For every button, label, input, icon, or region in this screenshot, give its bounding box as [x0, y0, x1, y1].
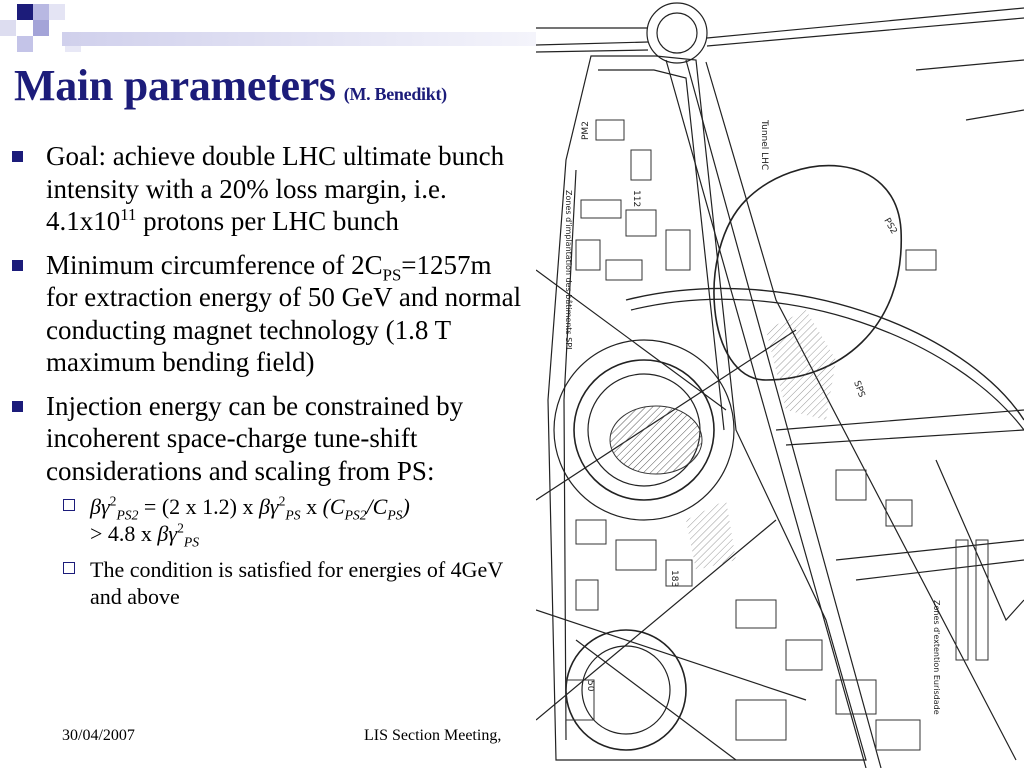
f-x: x — [300, 494, 323, 519]
sub-bullet-list — [46, 493, 528, 610]
f-ratio-slash: /C — [366, 494, 388, 519]
bullet-goal — [8, 140, 528, 238]
bullet-injection-text: Injection energy can be constrained by incoherent space-charge tune-shift considerations and scaling from PS: — [46, 390, 464, 486]
corner-square-6 — [17, 36, 33, 52]
label-sps: SPS — [851, 379, 867, 399]
title-credit: (M. Benedikt) — [343, 84, 447, 104]
bullet-goal-sup: 11 — [120, 205, 137, 224]
title-text: Main parameters — [14, 61, 336, 110]
bullet-goal-suffix: protons per LHC bunch — [136, 206, 399, 236]
hollow-square-bullet-icon — [63, 562, 75, 574]
hollow-square-bullet-icon — [63, 499, 75, 511]
footer-meeting: LIS Section Meeting, — [364, 727, 502, 744]
f-ps-1: PS — [285, 507, 301, 523]
footer-date: 30/04/2007 — [62, 727, 135, 744]
label-183: 183 — [669, 570, 679, 588]
f-ps2-1: PS2 — [116, 507, 139, 523]
corner-square-4 — [0, 20, 16, 36]
label-ps2: PS2 — [881, 216, 899, 237]
corner-square-3 — [49, 4, 65, 20]
f-sq-3: 2 — [177, 520, 184, 536]
label-112: 112 — [631, 190, 641, 208]
bullet-circ-prefix: Minimum circumference of 2C — [46, 249, 383, 280]
f-ps-3: PS — [183, 534, 200, 550]
sub-bullet-condition-text: The condition is satisfied for energies of 4GeV and above — [90, 557, 503, 609]
label-zones-eur: Zones d'extention Eurisdade — [932, 600, 941, 715]
f-eq: = (2 x 1.2) x — [138, 494, 259, 519]
label-zones-spl: Zones d'implantation des bâtiments SPL — [564, 190, 573, 352]
title-rule — [62, 32, 536, 46]
f-bg-3: βγ — [157, 521, 178, 546]
label-50: 50 — [585, 680, 595, 692]
bullet-circumference — [8, 249, 528, 379]
sub-bullet-formula — [46, 493, 528, 550]
f-ratio-close: ) — [402, 494, 410, 519]
corner-square-1 — [17, 4, 33, 20]
f-sq-2: 2 — [278, 493, 286, 509]
f-gt: > 4.8 x — [90, 521, 158, 546]
sub-bullet-condition — [46, 556, 528, 610]
f-ratio-open: (C — [322, 494, 345, 519]
square-bullet-icon — [12, 260, 23, 271]
f-bg-1: βγ — [90, 494, 110, 519]
square-bullet-icon — [12, 401, 23, 412]
f-sq-1: 2 — [109, 493, 117, 509]
bullet-circ-sub: PS — [382, 264, 402, 284]
corner-square-5 — [33, 20, 49, 36]
bullet-list — [8, 140, 528, 621]
corner-square-2 — [33, 4, 49, 20]
bullet-goal-prefix: Goal: achieve double LHC ultimate bunch intensity with a 20% loss margin, i.e. 4.1x10 — [46, 141, 505, 236]
f-ps2-2: PS2 — [344, 507, 367, 523]
site-map — [536, 0, 1024, 768]
label-tunnel: Tunnel LHC — [759, 120, 769, 171]
bullet-circ-suffix: =1257m for extraction energy of 50 GeV and normal conducting magnet technology (1.8 T maximum bending field) — [46, 249, 522, 377]
slide-title — [14, 60, 447, 111]
f-ps-2: PS — [387, 507, 403, 523]
label-pm2: PM2 — [581, 121, 591, 140]
square-bullet-icon — [12, 151, 23, 162]
bullet-injection — [8, 390, 528, 611]
f-bg-2: βγ — [258, 494, 279, 519]
